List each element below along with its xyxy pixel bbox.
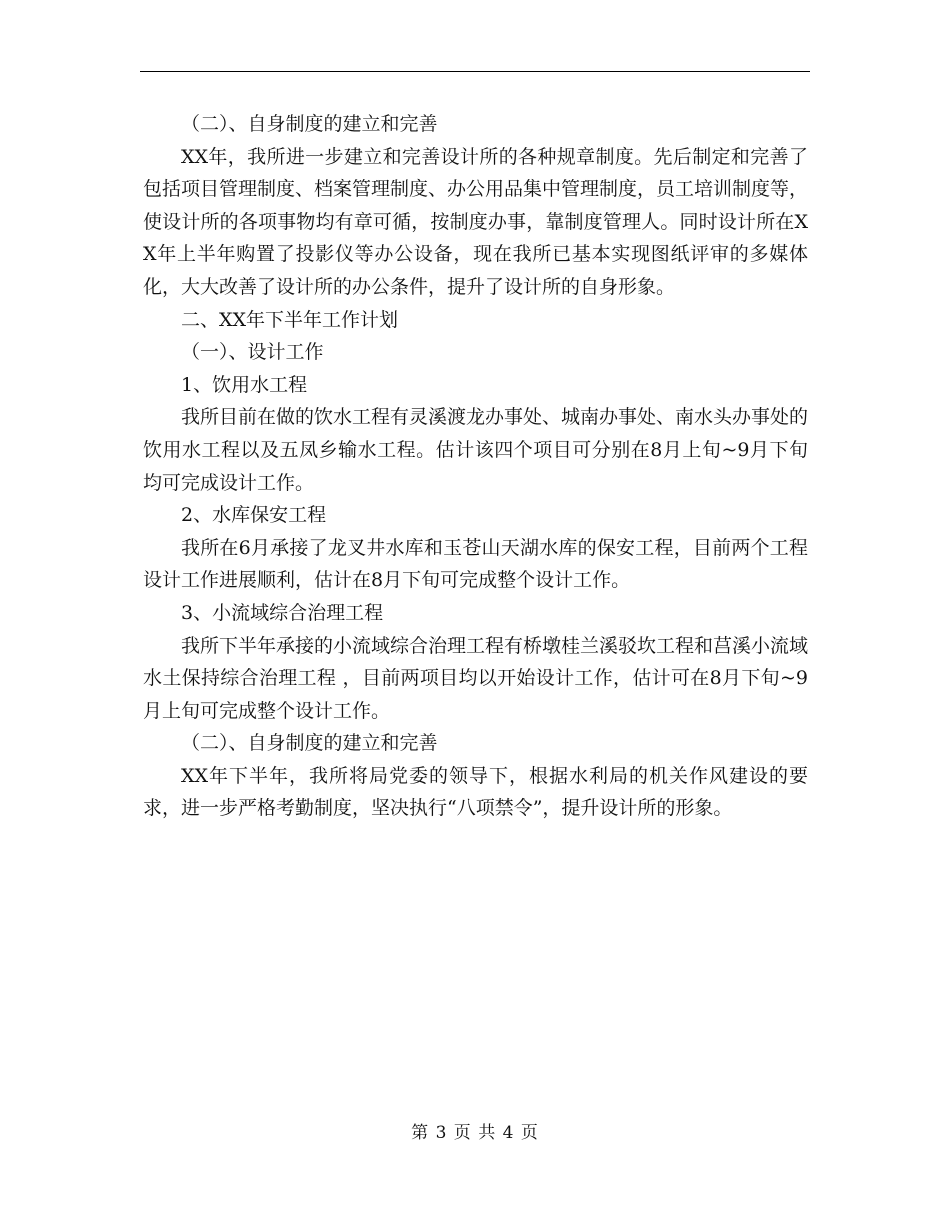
- paragraph-drinking-water: 我所目前在做的饮水工程有灵溪渡龙办事处、城南办事处、南水头办事处的饮用水工程以及五凤乡输水工程。估计该四个项目可分别在8月上旬~9月下旬均可完成设计工作。: [143, 406, 809, 494]
- page-number: 第 3 页 共 4 页: [411, 1123, 539, 1143]
- paragraph-system-review: XX年，我所进一步建立和完善设计所的各种规章制度。先后制定和完善了包括项目管理制度、档案管理制度、办公用品集中管理制度，员工培训制度等，使设计所的各项事物均有章可循，按制度办事，靠制度管理人。同时设计所在XX年上半年购置了投影仪等办公设备，现在我所已基本实现图纸评审的多媒体化，大大改善了设计所的办公条件，提升了设计所的自身形象。: [143, 145, 809, 298]
- heading-drinking-water: 1、饮用水工程: [181, 373, 308, 396]
- header-rule: [140, 71, 810, 72]
- paragraph-watershed: 我所下半年承接的小流域综合治理工程有桥墩桂兰溪驳坎工程和莒溪小流域水土保持综合治理工程 ，目前两项目均以开始设计工作，估计可在8月下旬~9月上旬可完成整个设计工作。: [143, 634, 809, 722]
- heading-second-half-plan: 二、XX年下半年工作计划: [181, 308, 399, 331]
- document-body: [143, 108, 808, 825]
- heading-watershed: 3、小流域综合治理工程: [181, 601, 384, 624]
- heading-reservoir-safety: 2、水库保安工程: [181, 504, 327, 527]
- paragraph-reservoir-safety: 我所在6月承接了龙叉井水库和玉苍山天湖水库的保安工程，目前两个工程设计工作进展顺利，估计在8月下旬可完成整个设计工作。: [143, 536, 808, 592]
- heading-self-system-2: （二）、自身制度的建立和完善: [181, 732, 438, 755]
- heading-design-work: （一）、设计工作: [181, 341, 324, 364]
- paragraph-self-system-2: XX年下半年，我所将局党委的领导下，根据水利局的机关作风建设的要求，进一步严格考勤制度，坚决执行“八项禁令”，提升设计所的形象。: [143, 764, 808, 820]
- heading-self-system: （二）、自身制度的建立和完善: [181, 113, 438, 135]
